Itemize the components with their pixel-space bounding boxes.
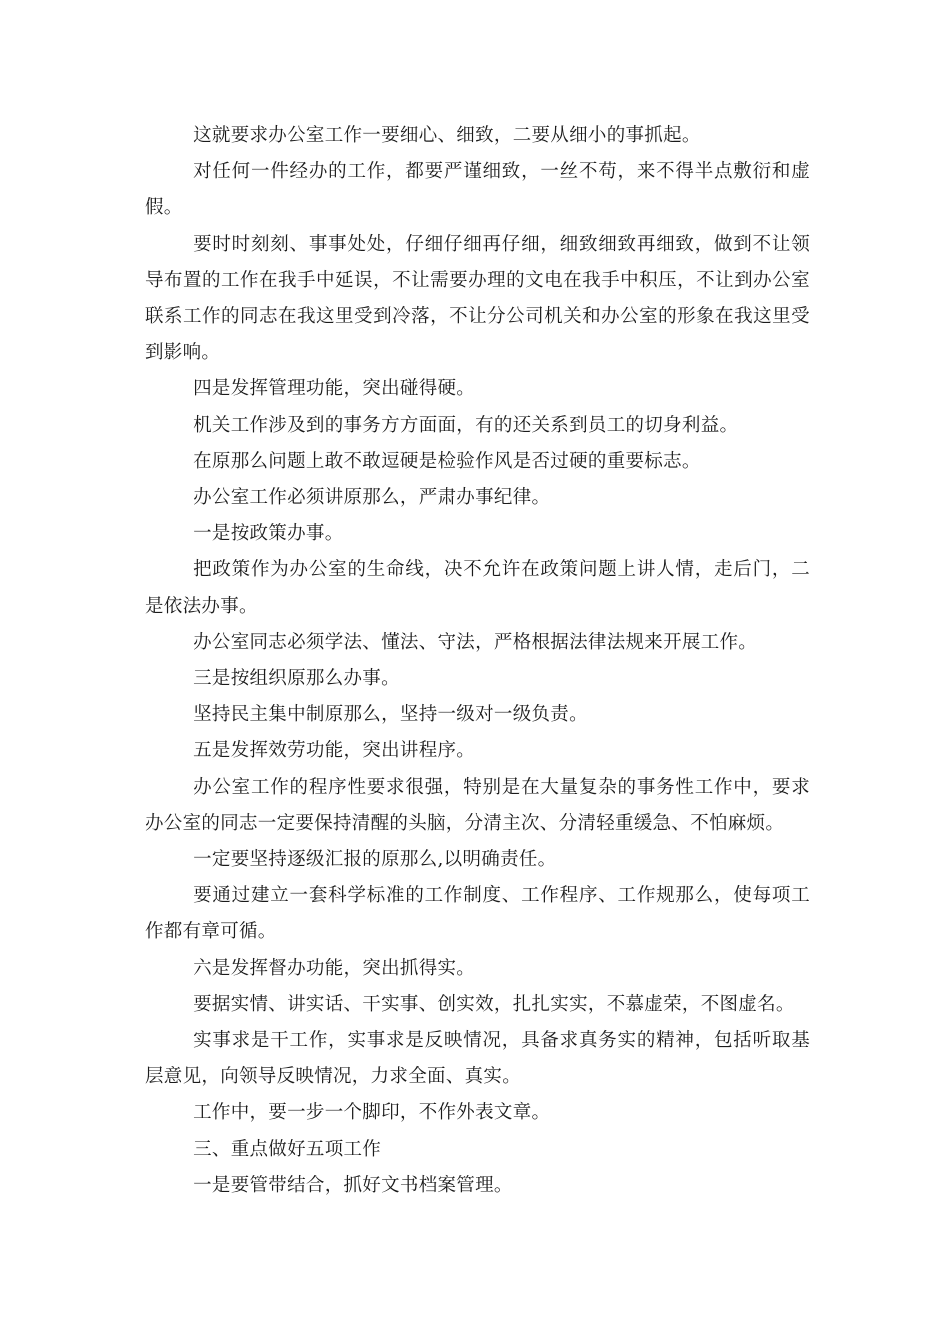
paragraph: 一是按政策办事。 (193, 523, 344, 545)
paragraph: 这就要求办公室工作一要细心、细致，二要从细小的事抓起。 (193, 125, 701, 146)
paragraph: 工作中，要一步一个脚印，不作外表文章。 (193, 1102, 551, 1124)
paragraph: 三是按组织原那么办事。 (193, 668, 400, 690)
paragraph: 办公室同志必须学法、懂法、守法，严格根据法律法规来开展工作。 (193, 631, 758, 653)
section-heading: 三、重点做好五项工作 (193, 1138, 382, 1160)
paragraph: 对任何一件经办的工作，都要严谨细致，一丝不苟，来不得半点敷衍和虚假。 (145, 161, 810, 219)
paragraph: 一是要管带结合，抓好文书档案管理。 (193, 1174, 513, 1196)
paragraph: 坚持民主集中制原那么，坚持一级对一级负责。 (193, 704, 588, 726)
paragraph: 要据实情、讲实话、干实事、创实效，扎扎实实，不慕虚荣，不图虚名。 (193, 993, 795, 1015)
section-heading: 六是发挥督办功能，突出抓得实。 (193, 957, 476, 979)
paragraph: 实事求是干工作，实事求是反映情况，具备求真务实的精神，包括听取基层意见，向领导反映情况，力求全面、真实。 (145, 1030, 810, 1088)
paragraph: 办公室工作的程序性要求很强，特别是在大量复杂的事务性工作中，要求办公室的同志一定要保持清醒的头脑，分清主次、分清轻重缓急、不怕麻烦。 (145, 776, 810, 834)
paragraph: 要通过建立一套科学标准的工作制度、工作程序、工作规那么，使每项工作都有章可循。 (145, 885, 810, 943)
paragraph: 办公室工作必须讲原那么，严肃办事纪律。 (193, 487, 551, 509)
paragraph: 在原那么问题上敢不敢逗硬是检验作风是否过硬的重要标志。 (193, 450, 701, 472)
paragraph: 要时时刻刻、事事处处，仔细仔细再仔细，细致细致再细致，做到不让领导布置的工作在我手中延误，不让需要办理的文电在我手中积压，不让到办公室联系工作的同志在我这里受到冷落，不让分公司机关和办公室的形象在我这里受到影响。 (145, 233, 810, 364)
paragraph: 一定要坚持逐级汇报的原那么,以明确责任。 (193, 849, 557, 871)
section-heading: 四是发挥管理功能，突出碰得硬。 (193, 378, 476, 400)
paragraph: 把政策作为办公室的生命线，决不允许在政策问题上讲人情，走后门，二是依法办事。 (145, 559, 810, 617)
section-heading: 五是发挥效劳功能，突出讲程序。 (193, 740, 476, 762)
document-body (145, 118, 810, 1204)
paragraph: 机关工作涉及到的事务方方面面，有的还关系到员工的切身利益。 (193, 414, 739, 436)
